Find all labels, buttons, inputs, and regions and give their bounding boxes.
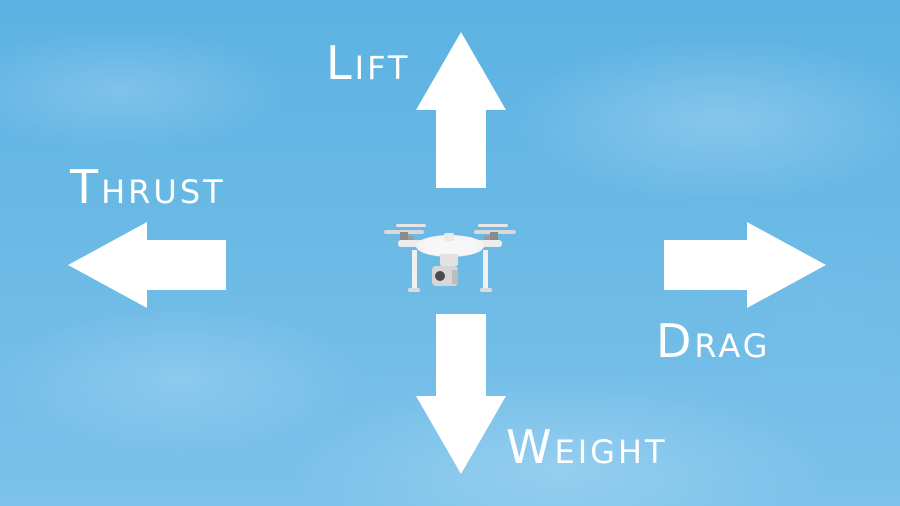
lift-label: Lift [326,36,411,90]
weight-arrow [416,314,506,474]
drag-arrow [664,222,826,308]
lift-arrow [416,32,506,188]
drone-image [384,224,516,292]
drag-label: Drag [656,314,771,368]
thrust-arrow [68,222,226,308]
thrust-label: Thrust [70,160,226,214]
weight-label: Weight [506,420,668,474]
